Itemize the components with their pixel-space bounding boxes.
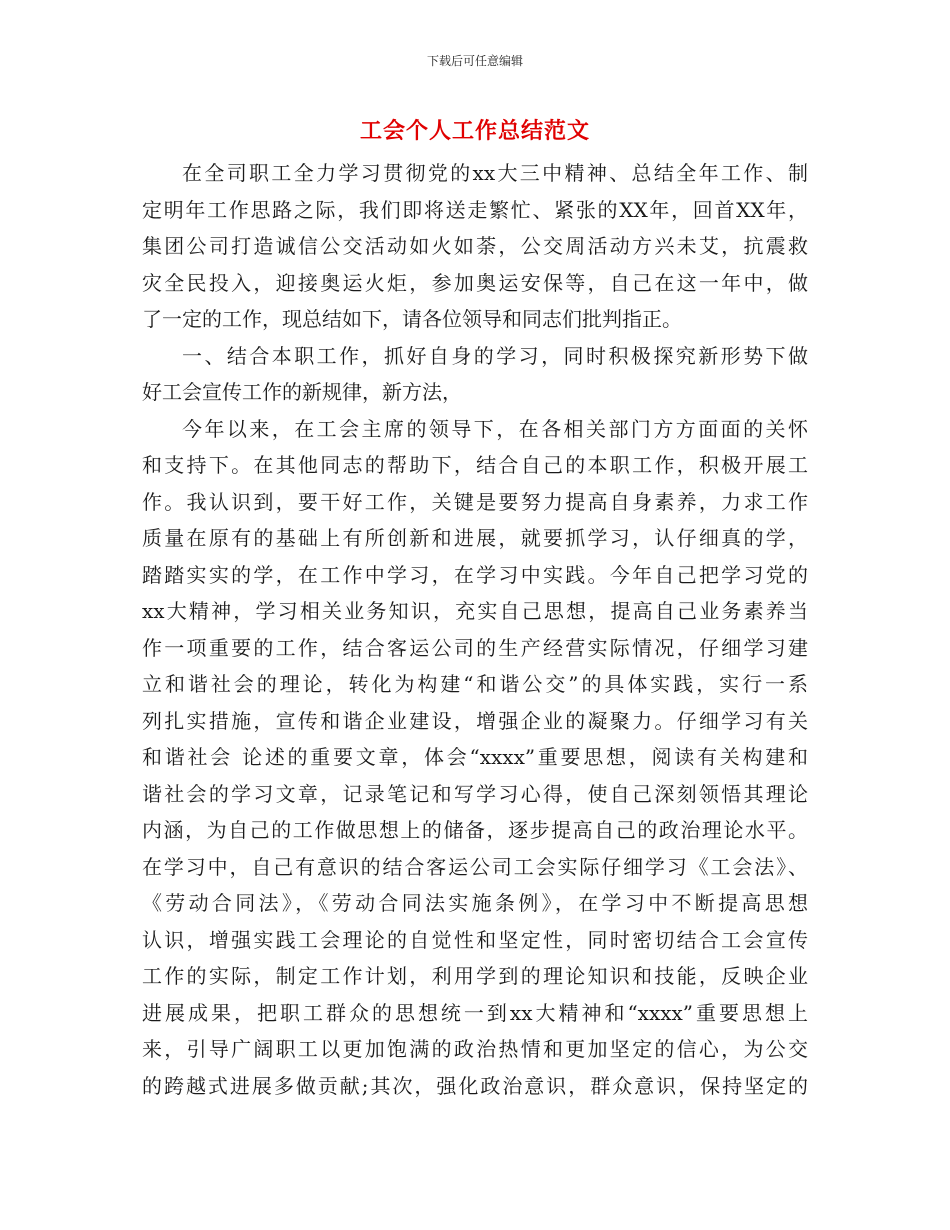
paragraph-line: 今年以来，在工会主席的领导下，在各相关部门方方面面的关怀 [182,416,808,441]
page-title: 工会个人工作总结范文 [359,118,590,144]
document-body [142,155,808,1104]
paragraph-line: 定明年工作思路之际，我们即将送走繁忙、紧张的XX年，回首XX年， [142,197,808,222]
paragraph-line: 和支持下。在其他同志的帮助下，结合自己的本职工作，积极开展工 [142,453,808,477]
paragraph-line: 作。我认识到，要干好工作，关键是要努力提高自身素养，力求工作 [142,489,808,514]
paragraph-line: 集团公司打造诚信公交活动如火如荼，公交周活动方兴未艾，抗震救 [142,234,808,258]
paragraph-line: 谐社会的学习文章，记录笔记和写学习心得，使自己深刻领悟其理论 [142,781,808,806]
paragraph-line: 进展成果，把职工群众的思想统一到xx大精神和“xxxx”重要思想上 [142,1000,808,1025]
paragraph-line: xx大精神，学习相关业务知识，充实自己思想，提高自己业务素养当 [142,599,808,623]
paragraph-line: 内涵，为自己的工作做思想上的储备，逐步提高自己的政治理论水平。 [142,818,808,842]
paragraph-line: 踏踏实实的学，在工作中学习，在学习中实践。今年自己把学习党的 [142,562,808,587]
paragraph-line: 工作的实际，制定工作计划，利用学到的理论知识和技能，反映企业 [142,964,808,988]
paragraph-line: 在学习中，自己有意识的结合客运公司工会实际仔细学习《工会法》、 [142,854,808,879]
paragraph-line: 灾全民投入，迎接奥运火炬，参加奥运安保等，自己在这一年中，做 [142,270,808,295]
paragraph-line: 一、结合本职工作，抓好自身的学习，同时积极探究新形势下做 [182,343,808,368]
paragraph-line: 在全司职工全力学习贯彻党的xx大三中精神、总结全年工作、制 [182,161,808,185]
paragraph-line: 列扎实措施，宣传和谐企业建设，增强企业的凝聚力。仔细学习有关 [142,708,808,733]
paragraph-line: 立和谐社会的理论，转化为构建“和谐公交”的具体实践，实行一系 [142,672,808,696]
paragraph-line: 和谐社会 论述的重要文章，体会“xxxx”重要思想，阅读有关构建和 [142,745,808,769]
paragraph-line: 的跨越式进展多做贡献;其次，强化政治意识，群众意识，保持坚定的 [142,1073,808,1098]
header-note: 下载后可任意编辑 [426,54,523,68]
paragraph-line: 了一定的工作，现总结如下，请各位领导和同志们批判指正。 [142,307,682,331]
paragraph-line: 质量在原有的基础上有所创新和进展，就要抓学习，认仔细真的学， [142,526,808,550]
paragraph-line: 认识，增强实践工会理论的自觉性和坚定性，同时密切结合工会宣传 [142,927,808,952]
paragraph-line: 好工会宣传工作的新规律，新方法， [142,380,462,404]
paragraph-line: 来，引导广阔职工以更加饱满的政治热情和更加坚定的信心，为公交 [142,1037,808,1061]
paragraph-line: 《劳动合同法》，《劳动合同法实施条例》，在学习中不断提高思想 [142,891,808,915]
paragraph-line: 作一项重要的工作，结合客运公司的生产经营实际情况，仔细学习建 [142,635,808,660]
